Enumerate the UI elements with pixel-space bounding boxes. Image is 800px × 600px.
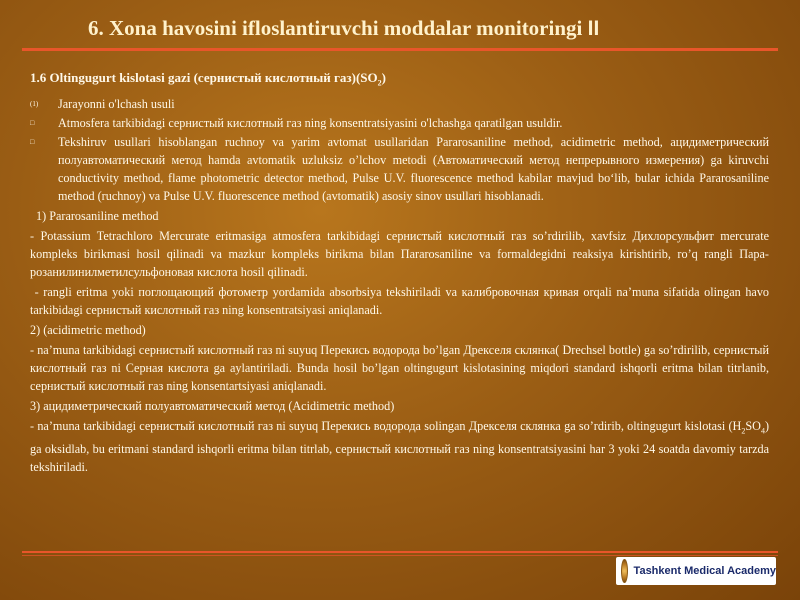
slide-title-text: 6. Xona havosini ifloslantiruvchi moddalar monitoringi [88,16,583,40]
academy-emblem-icon [621,559,628,583]
academy-logo-text: Tashkent Medical Academy [633,565,776,577]
bullet-marker: □ [30,119,35,127]
method-heading-2: 2) (acidimetric method) [30,323,146,337]
footer-divider [22,551,778,553]
paragraph: - na’muna tarkibidagi сернистый кислотный газ ni suyuq Перекись водорода bo’lgan Дрекселя склянка( Drechsel bottle) ga so’rdirilib, сернистый кислотный газ ni Серная кислота ga aylantiriladi. Bunda hosil bo’lgan oltingugurt kislotasining miqdori standard ishqorli eritma bilan titrlanib, сернистый кислотный газ ning konsentartsiyasi aniqlanadi. [30,343,769,393]
bullet-item [30,95,769,113]
title-divider [22,48,778,51]
method-heading-3: 3) ацидиметрический полуавтоматический метод (Acidimetric method) [30,399,395,413]
slide-title-numeral: II [587,17,600,40]
section-subtitle: 1.6 Oltingugurt kislotasi gazi (сернистый кислотный $газ)(SO_2)$ [30,70,386,88]
bullet-item [30,114,769,132]
bullet-marker: (1) [30,100,39,108]
slide-title [88,16,599,41]
bullet-text: Tekshiruv usullari hisoblangan ruchnoy va yarim avtomat usullaridan Pararosaniline method, acidimetric method, ацидиметрический полуавтоматический метод hamda avtomatik uzluksiz o’lchov metodi (Автоматический метод непрерывного измерения) ga kiruvchi conductivity method, flame photometric detector method, Pulse U.V. fluorescence method kabilar mavjud bo‘lib, bular ichida Pararosaniline method (ruchnoy) va Pulse U.V. fluorescence method (avtomatik) asosiy sinov usullari hisoblanadi. [58,135,769,203]
paragraph: - rangli eritma yoki поглощающий фотометр yordamida absorbsiya tekshiriladi va калибровочная кривая orqali na’muna sifatida olingan havo tarkibidagi сернистый кислотный газ ning konsentratsiyasi aniqlanadi. [30,285,773,317]
bullet-text: Atmosfera tarkibidagi сернистый кислотный газ ning konsentratsiyasini o'lchashga qaratilgan usuldir. [58,116,563,130]
paragraph: - na’muna tarkibidagi сернистый кислотный газ ni suyuq Перекись водорода solingan Дрекселя склянка ga so’rdirib, oltingugurt kislotasi $(H_2SO_4)$ ga oksidlab, bu eritmani standard ishqorli eritma bilan titrlab, сернистый кислотный газ ning konsentratsiyasini har 3 yoki 24 soatda davomiy tarzda tekshiriladi. [30,419,769,475]
footer-divider-thin [22,555,778,556]
bullet-text: Jarayonni o'lchash usuli [58,97,175,111]
slide-body [30,95,773,476]
bullet-item [30,133,769,205]
academy-logo [616,557,776,585]
method-heading-1: 1) Pararosaniline method [36,209,159,223]
paragraph: - Potassium Tetrachloro Mercurate eritmasiga atmosfera tarkibidagi сернистый кислотный газ so’rdirilib, xavfsiz Дихлорсульфит mercurate kompleks birikmasi hosil qilinadi va mazkur kompleks birikma bilan Пararosaniline va formaldegidni reaksiya kirishtirib, ro’q rangli Пара-розанилинилметилсульфоновая кислота hosil qilinadi. [30,229,769,279]
bullet-marker: □ [30,138,35,146]
